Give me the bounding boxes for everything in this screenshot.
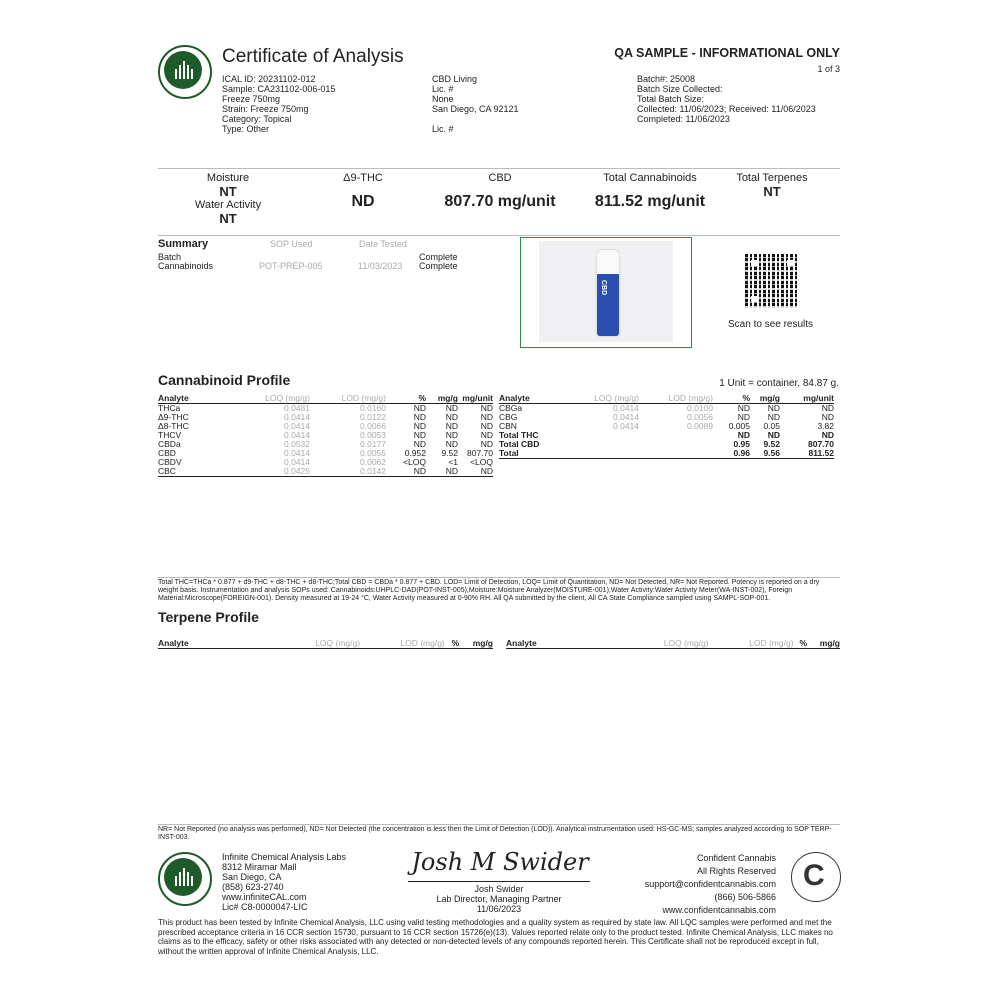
bottle-icon: CBD	[597, 250, 619, 336]
cannabinoid-profile-title: Cannabinoid Profile	[158, 372, 291, 388]
confident-contact: Confident Cannabis All Rights Reserved support@confidentcannabis.com (866) 506-5866 www.confidentcannabis.com	[644, 853, 776, 915]
table-row: Δ8-THC 0.0414 0.0066 ND ND ND	[158, 421, 493, 431]
total-terpenes-metric: Total Terpenes NT	[736, 172, 808, 199]
cannabinoid-footnote: Total THC=THCa * 0.877 + d9-THC + d8-THC + d8-THC;Total CBD = CBDa * 0.877 + CBD. LOD= Limit of Detection, LOQ= Limit of Quantitation, ND= Not Detected, NR= Not Reported. Potency is reported on a dry weight basis. Instrumentation and analysis SOPs used: Cannabinoids:UHPLC-DAD(POT-INST-005),Moisture:Moisture Analyzer(MOISTURE-001),Water Activity:Water Activity Meter(WA-INST-002), Foreign Material:Microscope(FOREIGN-001). Density measured at 19-24 °C, Water Activity measured at 0-90% RH. All QA submitted by the client, All CA State Compliance sampled using SAMPL-SOP-001.	[158, 579, 820, 602]
d9thc-metric: Δ9-THC ND	[343, 172, 383, 210]
terpene-profile-title: Terpene Profile	[158, 609, 259, 625]
moisture-metric: Moisture NT Water Activity NT	[194, 172, 262, 226]
summary-row-sop: POT-PREP-005	[259, 261, 323, 271]
qr-code[interactable]	[745, 254, 799, 308]
qr-caption: Scan to see results	[728, 319, 814, 330]
unit-note: 1 Unit = container, 84.87 g.	[719, 378, 839, 389]
page-title: Certificate of Analysis	[222, 46, 404, 67]
summary-title: Summary	[158, 238, 209, 250]
qa-notice: QA SAMPLE - INFORMATIONAL ONLY	[614, 46, 840, 60]
sample-info: ICAL ID: 20231102-012 Sample: CA231102-006-015 Freeze 750mg Strain: Freeze 750mg Category: Topical Type: Other	[222, 74, 336, 134]
cannabinoid-table-left: Analyte LOQ (mg/g) LOD (mg/g) % mg/g mg/unit THCa 0.0481 0.0160 ND ND ND Δ9-THC 0.0414 0.0122 ND ND ND Δ8-THC 0.0414 0.0066 ND ND ND THCV 0.0414 0.0053 ND ND ND CBDa 0.0532 0.0177 ND ND ND CBD 0.0414 0.0055 0.952 9.52 807.70 CBDV 0.0414 0.0062 <LOQ <1 <LOQ CBC 0.0425 0.0142 ND ND ND	[158, 393, 493, 476]
table-row: CBGa 0.0414 0.0100 ND ND ND	[499, 403, 834, 413]
signature: Josh M Swider	[411, 848, 589, 876]
product-photo	[520, 237, 692, 348]
client-info: CBD Living Lic. # None San Diego, CA 92121 Lic. #	[432, 74, 519, 134]
table-row: Total THC ND ND ND	[499, 430, 834, 440]
table-row: Δ9-THC 0.0414 0.0122 ND ND ND	[158, 412, 493, 422]
cbd-metric: CBD 807.70 mg/unit	[444, 172, 556, 210]
page-number: 1 of 3	[817, 64, 840, 74]
summary-row-status: Complete	[419, 252, 458, 262]
batch-info: Batch#: 25008 Batch Size Collected: Total Batch Size: Collected: 11/06/2023; Received: 11/06/2023 Completed: 11/06/2023	[637, 74, 816, 124]
summary-row-status: Complete	[419, 261, 458, 271]
date-header: Date Tested	[359, 239, 407, 249]
table-row: CBG 0.0414 0.0056 ND ND ND	[499, 412, 834, 422]
table-row: CBD 0.0414 0.0055 0.952 9.52 807.70	[158, 448, 493, 458]
lab-contact: Infinite Chemical Analysis Labs 8312 Miramar Mall San Diego, CA (858) 623-2740 www.infiniteCAL.com Lic# C8-0000047-LIC	[222, 852, 347, 912]
summary-row: Cannabinoids	[158, 261, 214, 271]
signatory: Josh Swider Lab Director, Managing Partner 11/06/2023	[436, 884, 562, 914]
table-row: CBC 0.0425 0.0142 ND ND ND	[158, 466, 493, 476]
table-row: CBDV 0.0414 0.0062 <LOQ <1 <LOQ	[158, 457, 493, 467]
summary-row-date: 11/03/2023	[358, 261, 403, 271]
table-row: CBN 0.0414 0.0089 0.005 0.05 3.82	[499, 421, 834, 431]
summary-row: Batch	[158, 252, 182, 262]
lab-logo	[158, 45, 212, 99]
terpene-footnote: NR= Not Reported (no analysis was performed), ND= Not Detected (the concentration is less then the Limit of Detection (LOD)). Analytical instrumentation used: HS-GC-MS; samples analyzed according to SOP TERP-INST-003.	[158, 826, 832, 841]
table-row: CBDa 0.0532 0.0177 ND ND ND	[158, 439, 493, 449]
confident-seal: C	[791, 852, 841, 902]
lab-logo-footer	[158, 852, 212, 906]
table-row: Total CBD 0.95 9.52 807.70	[499, 439, 834, 449]
disclaimer: This product has been tested by Infinite Chemical Analysis, LLC using valid testing methodologies and a quality system as required by state law. All LQC samples were performed and met the prescribed acceptance criteria in 16 CCR section 15730, pursuant to 16 CCR section 15726(e)(13). Values reported relate only to the product tested. Infinite Chemical Analysis, LLC makes no claims as to the efficacy, safety or other risks associated with any detected or non-detected levels of any compounds reported herein. This Certificate shall not be reproduced except in full, without the written approval of Infinite Chemical Analysis, LLC.	[158, 918, 833, 956]
cannabinoid-table-right: Analyte LOQ (mg/g) LOD (mg/g) % mg/g mg/unit CBGa 0.0414 0.0100 ND ND ND CBG 0.0414 0.0056 ND ND ND CBN 0.0414 0.0089 0.005 0.05 3.82 Total THC ND ND ND Total CBD 0.95 9.52 807.70 Total 0.96 9.56 811.52	[499, 393, 834, 458]
sop-header: SOP Used	[270, 239, 313, 249]
table-row: THCV 0.0414 0.0053 ND ND ND	[158, 430, 493, 440]
total-cannabinoids-metric: Total Cannabinoids 811.52 mg/unit	[594, 172, 706, 210]
terpene-table-right: Analyte LOQ (mg/g) LOD (mg/g) % mg/g	[506, 638, 840, 648]
table-row: Total 0.96 9.56 811.52	[499, 448, 834, 458]
table-row: THCa 0.0481 0.0160 ND ND ND	[158, 403, 493, 413]
terpene-table-left: Analyte LOQ (mg/g) LOD (mg/g) % mg/g	[158, 638, 493, 648]
